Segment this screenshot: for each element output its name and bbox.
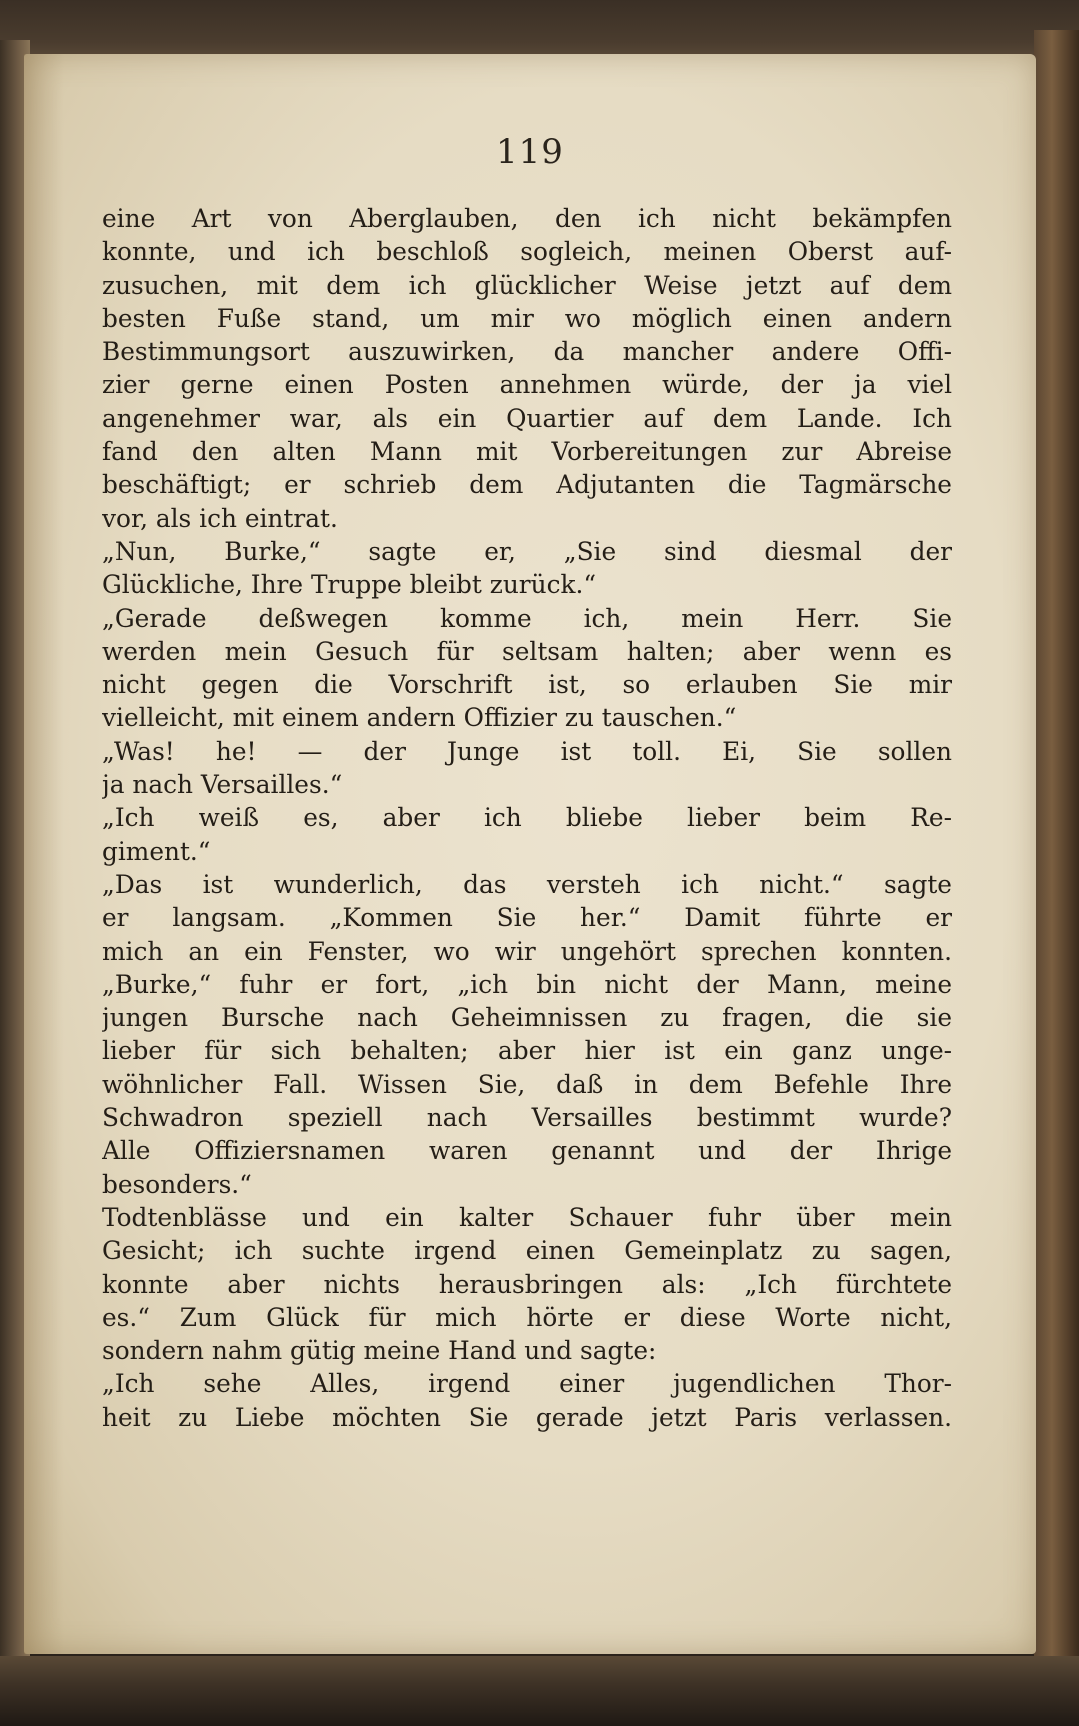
- text-line: Todtenblässe und ein kalter Schauer fuhr über mein: [102, 1202, 952, 1232]
- text-line: „Gerade deßwegen komme ich, mein Herr. Sie: [102, 603, 952, 633]
- text-line: ja nach Versailles.“: [102, 770, 343, 800]
- book-cover-bottom-edge: [0, 1656, 1079, 1726]
- book-page: [24, 54, 1036, 1654]
- text-line: wöhnlicher Fall. Wissen Sie, daß in dem Befehle Ihre: [102, 1069, 952, 1099]
- text-line: konnte aber nichts herausbringen als: „Ich fürchtete: [102, 1269, 952, 1299]
- text-line: „Was! he! — der Junge ist toll. Ei, Sie sollen: [102, 736, 952, 766]
- text-line: Gesicht; ich suchte irgend einen Gemeinplatz zu sagen,: [102, 1236, 952, 1266]
- text-line: jungen Bursche nach Geheimnissen zu fragen, die sie: [102, 1003, 952, 1033]
- text-line: „Das ist wunderlich, das versteh ich nicht.“ sagte: [102, 869, 952, 899]
- text-line: heit zu Liebe möchten Sie gerade jetzt Paris verlassen.: [102, 1402, 952, 1432]
- text-line: „Nun, Burke,“ sagte er, „Sie sind diesmal der: [102, 536, 952, 566]
- text-line: zier gerne einen Posten annehmen würde, der ja viel: [102, 370, 952, 400]
- text-line: lieber für sich behalten; aber hier ist ein ganz unge-: [102, 1036, 952, 1066]
- text-line: eine Art von Aberglauben, den ich nicht bekämpfen: [102, 204, 952, 233]
- text-line: es.“ Zum Glück für mich hörte er diese Worte nicht,: [102, 1302, 952, 1332]
- page-text: [102, 202, 952, 1562]
- book-cover-top-edge: [0, 0, 1079, 60]
- book-cover-right-edge: [1034, 30, 1079, 1710]
- text-line: giment.“: [102, 836, 211, 866]
- text-line: mich an ein Fenster, wo wir ungehört sprechen konnten.: [102, 936, 952, 966]
- text-line: vielleicht, mit einem andern Offizier zu tauschen.“: [102, 703, 737, 733]
- text-line: konnte, und ich beschloß sogleich, meinen Oberst auf-: [102, 237, 952, 267]
- text-line: beschäftigt; er schrieb dem Adjutanten die Tagmärsche: [102, 470, 952, 500]
- text-line: angenehmer war, als ein Quartier auf dem Lande. Ich: [102, 403, 952, 433]
- text-line: „Burke,“ fuhr er fort, „ich bin nicht der Mann, meine: [102, 969, 952, 999]
- text-line: er langsam. „Kommen Sie her.“ Damit führte er: [102, 903, 952, 933]
- page-number: 119: [496, 132, 564, 172]
- text-line: besonders.“: [102, 1169, 252, 1199]
- text-line: besten Fuße stand, um mir wo möglich einen andern: [102, 303, 952, 333]
- text-line: Glückliche, Ihre Truppe bleibt zurück.“: [102, 570, 597, 600]
- text-line: Schwadron speziell nach Versailles bestimmt wurde?: [102, 1103, 952, 1133]
- text-line: zusuchen, mit dem ich glücklicher Weise jetzt auf dem: [102, 270, 952, 300]
- text-line: nicht gegen die Vorschrift ist, so erlauben Sie mir: [102, 670, 952, 700]
- text-line: werden mein Gesuch für seltsam halten; aber wenn es: [102, 636, 952, 666]
- text-line: Bestimmungsort auszuwirken, da mancher andere Offi-: [102, 337, 952, 367]
- text-line: „Ich weiß es, aber ich bliebe lieber beim Re-: [102, 803, 952, 833]
- text-line: „Ich sehe Alles, irgend einer jugendlichen Thor-: [102, 1369, 952, 1399]
- text-line: vor, als ich eintrat.: [102, 503, 338, 533]
- text-line: Alle Offiziersnamen waren genannt und der Ihrige: [102, 1136, 952, 1166]
- text-line: sondern nahm gütig meine Hand und sagte:: [102, 1336, 657, 1366]
- text-line: fand den alten Mann mit Vorbereitungen zur Abreise: [102, 437, 952, 467]
